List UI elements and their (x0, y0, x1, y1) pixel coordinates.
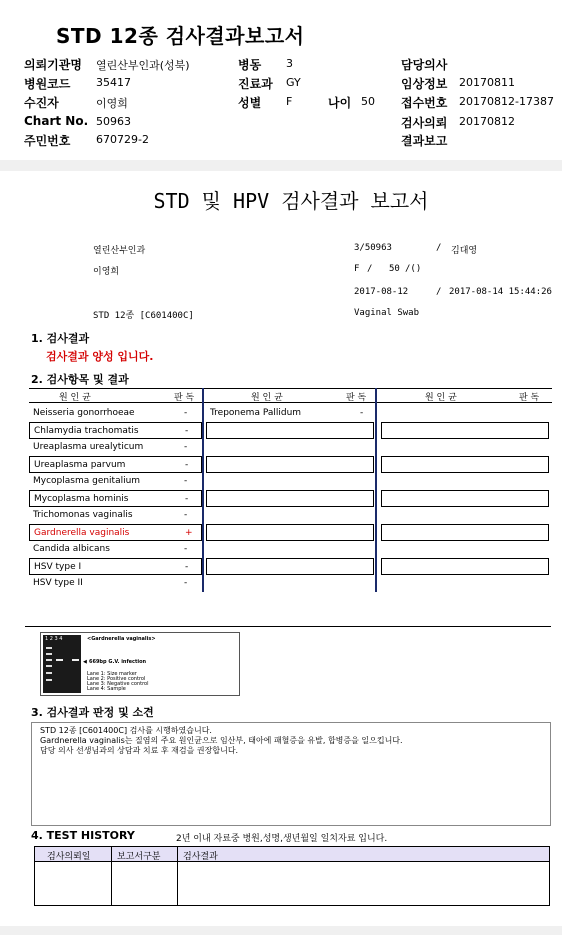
value-resident-no: 670729-2 (96, 133, 149, 146)
history-note: 2년 이내 자료중 병원,성명,생년월일 일치자료 입니다. (176, 834, 388, 844)
label-requesting-institution: 의뢰기관명 (24, 58, 82, 72)
organism-result: - (185, 460, 189, 470)
organism-name: Neisseria gonorrhoeae (33, 408, 135, 418)
label-chart-no: Chart No. (24, 114, 89, 128)
organism-name: Gardnerella vaginalis (34, 528, 130, 538)
label-accession-no: 접수번호 (401, 96, 448, 110)
value-request-date: 20170812 (459, 115, 515, 128)
label-resident-no: 주민번호 (24, 134, 71, 148)
organism-result: - (184, 442, 188, 452)
gel-band (46, 679, 52, 681)
value-clinical-info: 20170811 (459, 76, 515, 89)
value-sex: F (286, 95, 293, 108)
empty-cell (381, 456, 549, 473)
gel-band (46, 647, 52, 649)
section-2-title: 2. 검사항목 및 결과 (31, 373, 129, 386)
value-age: 50 (361, 95, 375, 108)
value-hospital-code: 35417 (96, 76, 131, 89)
organism-result: - (185, 426, 189, 436)
col-organism-header: 원 인 균 (425, 393, 457, 403)
history-col-divider (111, 847, 112, 905)
col-organism-header: 원 인 균 (59, 393, 91, 403)
col-result-header: 판 독 (174, 393, 195, 403)
gel-photo (43, 635, 81, 693)
table-row (29, 422, 202, 439)
col-result-header: 판 독 (519, 393, 540, 403)
table-row (29, 473, 202, 490)
organism-result: - (360, 408, 364, 418)
gel-legend-line: Lane 3: Negative control (87, 681, 149, 687)
history-header (35, 847, 549, 862)
value-patient: 이영희 (96, 97, 128, 110)
organism-result: - (184, 408, 188, 418)
table-row (29, 490, 202, 507)
value-requesting-institution: 열린산부인과(성북) (96, 59, 190, 72)
gel-electrophoresis-image (40, 632, 240, 696)
label-clinical-info: 임상정보 (401, 77, 448, 91)
empty-cell (381, 490, 549, 507)
table-row (29, 507, 202, 524)
info-clinic: 열린산부인과 (93, 246, 146, 256)
organism-name: Ureaplasma urealyticum (33, 442, 144, 452)
label-patient: 수진자 (24, 96, 59, 110)
organism-name: Trichomonas vaginalis (33, 510, 133, 520)
gel-lane-numbers: 1 2 3 4 (45, 636, 63, 642)
gel-legend-line: Lane 1: Size marker (87, 671, 137, 677)
section-4-title: 4. TEST HISTORY (31, 829, 135, 842)
info-age-suffix: /() (405, 264, 422, 274)
gel-legend-line: Lane 2: Positive control (87, 676, 146, 682)
table-row (29, 456, 202, 473)
result-grid (29, 388, 552, 592)
gel-band (46, 659, 52, 661)
label-doctor: 담당의사 (401, 58, 448, 72)
info-sep: / (436, 287, 442, 297)
grid-header (29, 388, 552, 403)
column-divider (375, 388, 377, 592)
table-row (29, 439, 202, 456)
info-test-name: STD 12종 [C601400C] (93, 311, 194, 321)
info-specimen: Vaginal Swab (354, 308, 420, 318)
value-chart-no: 50963 (96, 115, 131, 128)
organism-result: - (184, 544, 188, 554)
empty-cell (206, 422, 374, 439)
header-title: STD 12종 검사결과보고서 (56, 24, 305, 48)
section-1-title: 1. 검사결과 (31, 332, 90, 345)
organism-result: - (184, 578, 188, 588)
info-chart-ward: 3/50963 (354, 243, 392, 253)
organism-name: Candida albicans (33, 544, 110, 554)
info-patient: 이영희 (93, 267, 120, 277)
label-report: 결과보고 (401, 134, 448, 148)
gel-band-label: 669bp G.V. infection (89, 659, 147, 665)
report-page (0, 171, 562, 926)
report-header (0, 0, 562, 160)
label-request-date: 검사의뢰 (401, 116, 448, 130)
table-row (29, 558, 202, 575)
history-table (34, 846, 550, 906)
table-row (206, 405, 374, 422)
history-col-report-type: 보고서구분 (117, 852, 161, 862)
report-title: STD 및 HPV 검사결과 보고서 (153, 189, 429, 213)
opinion-line: 담당 의사 선생님과의 상담과 치료 후 재검을 권장합니다. (40, 746, 239, 755)
organism-name: Treponema Pallidum (210, 408, 302, 418)
organism-result: - (185, 494, 189, 504)
table-row (29, 405, 202, 422)
history-col-request-date: 검사의뢰일 (47, 852, 91, 862)
label-age: 나이 (328, 96, 352, 110)
opinion-line: STD 12종 [C601400C] 검사를 시행하였습니다. (40, 726, 212, 735)
label-ward: 병동 (238, 58, 262, 72)
positive-result-text: 검사결과 양성 입니다. (46, 350, 154, 363)
gel-title: <Gardnerella vaginalis> (87, 636, 156, 642)
organism-result: - (185, 562, 189, 572)
history-col-result: 검사결과 (183, 852, 218, 862)
value-accession-no: 20170812-17387 (459, 95, 554, 108)
gel-arrow: ◀ (83, 659, 87, 665)
info-request-date: 2017-08-12 (354, 287, 409, 297)
table-row-positive (29, 524, 202, 541)
info-sep: / (436, 243, 442, 253)
empty-cell (381, 558, 549, 575)
empty-cell (206, 456, 374, 473)
empty-cell (206, 558, 374, 575)
divider (25, 626, 551, 627)
gel-band (72, 659, 79, 661)
organism-result: - (184, 476, 188, 486)
info-sex: F (354, 264, 360, 274)
info-report-date: 2017-08-14 15:44:26 (449, 287, 552, 297)
gel-band (46, 665, 52, 667)
opinion-line: Gardnerella vaginalis는 질염의 주요 원인균으로 임산부, 태아에 패혈증을 유발, 합병증을 일으킵니다. (40, 736, 403, 745)
info-age: 50 (389, 264, 400, 274)
gel-band (46, 672, 52, 674)
organism-name: Mycoplasma genitalium (33, 476, 141, 486)
label-sex: 성별 (238, 96, 262, 110)
table-row (29, 575, 202, 592)
organism-name: Mycoplasma hominis (34, 494, 129, 504)
organism-result: - (184, 510, 188, 520)
value-department: GY (286, 76, 301, 89)
label-hospital-code: 병원코드 (24, 77, 71, 91)
table-row (29, 541, 202, 558)
organism-name: HSV type I (34, 562, 82, 572)
empty-cell (206, 490, 374, 507)
organism-name: HSV type II (33, 578, 83, 588)
empty-cell (381, 524, 549, 541)
info-sep: / (367, 264, 373, 274)
info-doctor: 김대영 (451, 246, 478, 256)
empty-cell (381, 422, 549, 439)
gel-legend-line: Lane 4: Sample (87, 686, 126, 692)
organism-name: Ureaplasma parvum (34, 460, 126, 470)
gel-band (46, 653, 52, 655)
organism-name: Chlamydia trachomatis (34, 426, 139, 436)
col-result-header: 판 독 (346, 393, 367, 403)
gel-band (56, 659, 63, 661)
organism-result: + (185, 528, 193, 538)
history-col-divider (177, 847, 178, 905)
value-ward: 3 (286, 57, 293, 70)
opinion-box (31, 722, 551, 826)
empty-cell (206, 524, 374, 541)
label-department: 진료과 (238, 77, 273, 91)
column-divider (202, 388, 204, 592)
section-3-title: 3. 검사결과 판정 및 소견 (31, 706, 154, 719)
col-organism-header: 원 인 균 (251, 393, 283, 403)
